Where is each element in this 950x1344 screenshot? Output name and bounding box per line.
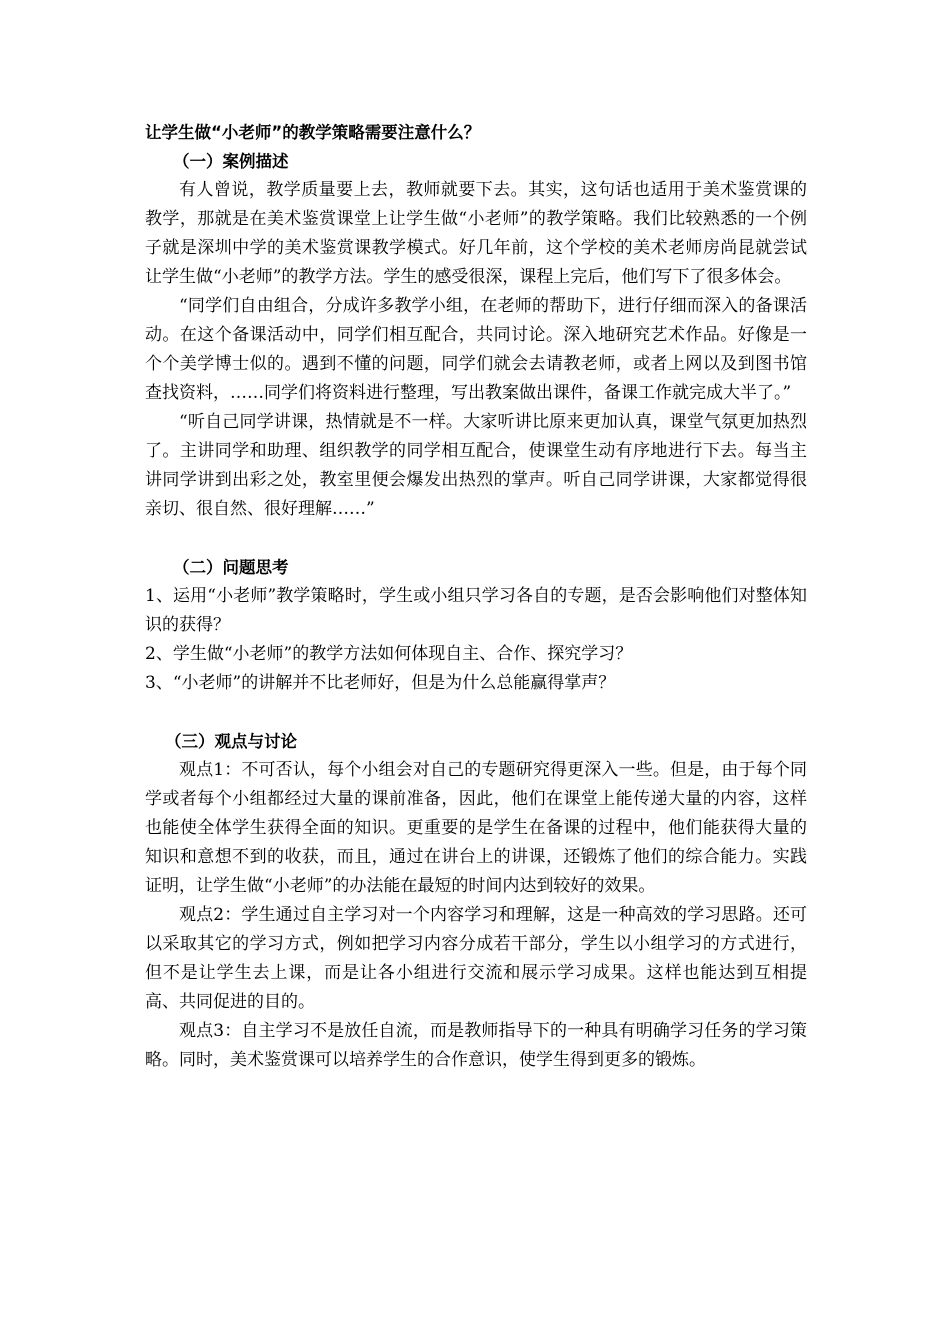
- document-title: 让学生做“小老师”的教学策略需要注意什么？: [145, 123, 481, 142]
- question-item: 3、“小老师”的讲解并不比老师好，但是为什么总能赢得掌声？: [145, 673, 616, 693]
- viewpoint-paragraph: 观点1：不可否认，每个小组会对自己的专题研究得更深入一些。但是，由于每个同学或者每个小组都经过大量的课前准备，因此，他们在课堂上能传递大量的内容，这样也能使全体学生获得全面的知识。更重要的是学生在备课的过程中，他们能获得大量的知识和意想不到的收获，而且，通过在讲台上的讲课，还锻炼了他们的综合能力。实践证明，让学生做“小老师”的办法能在最短的时间内达到较好的效果。: [145, 760, 807, 896]
- document-page: [145, 118, 807, 1075]
- section-heading-discussion: （三）观点与讨论: [165, 732, 297, 751]
- viewpoint-paragraph: 观点3：自主学习不是放任自流，而是教师指导下的一种具有明确学习任务的学习策略。同时，美术鉴赏课可以培养学生的合作意识，使学生得到更多的锻炼。: [145, 1021, 807, 1070]
- spacer: [145, 524, 807, 553]
- spacer: [145, 698, 807, 727]
- question-item: 2、学生做“小老师”的教学方法如何体现自主、合作、探究学习？: [145, 644, 633, 664]
- section-heading-questions: （二）问题思考: [173, 558, 289, 577]
- case-quote: “同学们自由组合，分成许多教学小组，在老师的帮助下，进行仔细而深入的备课活动。在这个备课活动中，同学们相互配合，共同讨论。深入地研究艺术作品。好像是一个个美学博士似的。遇到不懂的问题，同学们就会去请教老师，或者上网以及到图书馆查找资料，……同学们将资料进行整理，写出教案做出课件，备课工作就完成大半了。”: [145, 296, 807, 403]
- case-quote: “听自己同学讲课，热情就是不一样。大家听讲比原来更加认真，课堂气氛更加热烈了。主讲同学和助理、组织教学的同学相互配合，使课堂生动有序地进行下去。每当主讲同学讲到出彩之处，教室里便会爆发出热烈的掌声。听自己同学讲课，大家都觉得很亲切、很自然、很好理解……”: [145, 412, 807, 519]
- question-item: 1、运用“小老师”教学策略时，学生或小组只学习各自的专题，是否会影响他们对整体知识的获得？: [145, 586, 807, 635]
- section-heading-case: （一）案例描述: [173, 152, 289, 171]
- case-paragraph: 有人曾说，教学质量要上去，教师就要下去。其实，这句话也适用于美术鉴赏课的教学，那就是在美术鉴赏课堂上让学生做“小老师”的教学策略。我们比较熟悉的一个例子就是深圳中学的美术鉴赏课教学模式。好几年前，这个学校的美术老师房尚昆就尝试让学生做“小老师”的教学方法。学生的感受很深，课程上完后，他们写下了很多体会。: [145, 180, 807, 287]
- viewpoint-paragraph: 观点2：学生通过自主学习对一个内容学习和理解，这是一种高效的学习思路。还可以采取其它的学习方式，例如把学习内容分成若干部分，学生以小组学习的方式进行，但不是让学生去上课，而是让各小组进行交流和展示学习成果。这样也能达到互相提高、共同促进的目的。: [145, 905, 807, 1012]
